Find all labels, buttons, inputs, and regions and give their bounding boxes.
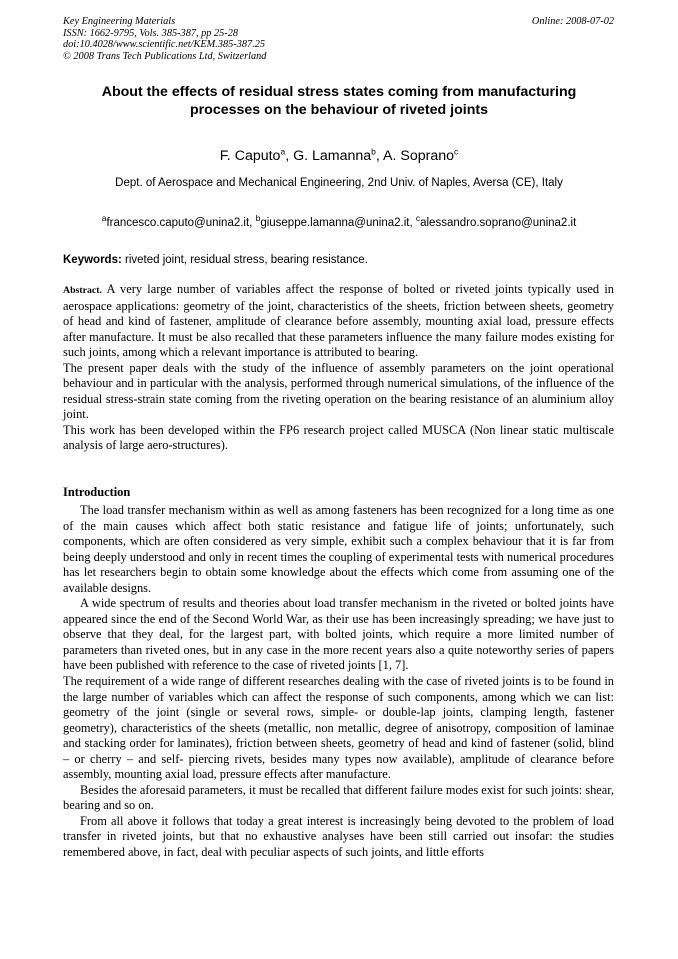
email-mark: c [415, 213, 421, 224]
keywords-label: Keywords: [63, 254, 122, 266]
keywords [63, 253, 368, 267]
email-address[interactable]: giuseppe.lamanna@unina2.it, [260, 217, 416, 229]
email-mark: b [255, 213, 261, 224]
title-line-2: processes on the behaviour of riveted joints [189, 101, 488, 118]
abstract-label: Abstract. [63, 285, 102, 296]
author-name: G. Lamanna [293, 148, 372, 164]
copyright-line: © 2008 Trans Tech Publications Ltd, Switzerland [63, 50, 267, 62]
journal-header [63, 16, 266, 62]
author-emails [0, 213, 678, 230]
email-mark: a [101, 213, 107, 224]
abstract [63, 282, 614, 454]
author-affil-mark: c [454, 146, 459, 157]
author-list [0, 147, 678, 165]
abstract-paragraph [63, 282, 614, 361]
author-name: A. Soprano [383, 148, 455, 164]
online-date-text: Online: 2008-07-02 [531, 16, 614, 27]
email-address[interactable]: francesco.caputo@unina2.it, [106, 217, 256, 229]
author-separator: , [375, 148, 384, 164]
intro-paragraph: Besides the aforesaid parameters, it must be recalled that different failure modes exist for such joints: shear, bearing and so on. [63, 782, 614, 813]
journal-name: Key Engineering Materials [63, 16, 176, 27]
author-affil-mark: a [280, 146, 286, 157]
author-name: F. Caputo [219, 148, 281, 164]
doi-line: doi:10.4028/www.scientific.net/KEM.385-387.25 [63, 39, 266, 51]
abstract-paragraph: The present paper deals with the study of the influence of assembly parameters on the joint operational behaviour and in particular with the analysis, performed through numerical simulations, of the influence of the residual stress-strain state coming from the riveting operation on the bearing resistance of an aluminium alloy joint. [63, 360, 614, 422]
introduction-heading: Introduction [63, 485, 131, 499]
online-date [532, 16, 614, 28]
abstract-text: A very large number of variables affect the response of bolted or riveted joints typically used in aerospace applications: geometry of the joint, characteristics of the sheets, friction between sheets, geometry of head and kind of fastener, amplitude of clearance before assembly, mounting axial load, pressure effects after manufacture. It must be also recalled that these parameters influence the many failure modes existing for such joints, among which a relevant importance is attributed to bearing. [63, 282, 614, 360]
intro-paragraph: The load transfer mechanism within as well as among fasteners has been recognized for a long time as one of the main causes which affect both static resistance and fatigue life of joints; unfortunately, such components, which are often considered as very simple, exhibit such a complex behaviour that it is far from being deeply understood and only in recent times the coupling of experimental tests with numerical procedures has let researchers begin to obtain some knowledge about the effects which come from assuming one of the available designs. [63, 503, 614, 595]
intro-paragraph: A wide spectrum of results and theories about load transfer mechanism in the riveted or bolted joints have appeared since the end of the Second World War, as their use has been increasingly spreading; we have just to observe that they deal, for the largest part, with bolted joints, which require a more limited number of parameters than riveted ones, but in any case in the more recent years also a quite noteworthy series of papers have been published with reference to the case of riveted joints [1, 7]. [63, 596, 614, 673]
paper-title [40, 84, 638, 119]
introduction-body [63, 503, 614, 861]
issn-line: ISSN: 1662-9795, Vols. 385-387, pp 25-28 [63, 27, 239, 39]
intro-paragraph: From all above it follows that today a great interest is increasingly being devoted to the problem of load transfer in riveted joints, but that no exhaustive analyses have been still carried out insofar: the studies remembered above, in fact, deal with peculiar aspects of such joints, and little efforts [63, 813, 614, 860]
intro-paragraph: The requirement of a wide range of different researches dealing with the case of riveted joints is to be found in the large number of variables which can affect the response of such components, among which we can list: geometry of the joint (single or several rows, simple- or double-lap joints, clamping length, fastener geometry), characteristics of the sheets (metallic, non metallic, degree of anisotropy, composition of laminae and stacking order for laminates), friction between sheets, geometry of head and kind of fastener (solid, blind – or cherry – and self- piercing rivets, besides many types now available), amplitude of clearance before assembly, mounting axial load, pressure effects after manufacture. [63, 674, 614, 782]
title-line-1: About the effects of residual stress states coming from manufacturing [101, 84, 577, 100]
email-address[interactable]: alessandro.soprano@unina2.it [420, 217, 577, 229]
affiliation: Dept. of Aerospace and Mechanical Engineering, 2nd Univ. of Naples, Aversa (CE), Italy [115, 177, 563, 189]
author-separator: , [285, 148, 294, 164]
author-affil-mark: b [371, 146, 376, 157]
abstract-paragraph: This work has been developed within the FP6 research project called MUSCA (Non linear static multiscale analysis of large aero-structures). [63, 422, 614, 453]
keywords-text: riveted joint, residual stress, bearing resistance. [121, 254, 368, 266]
